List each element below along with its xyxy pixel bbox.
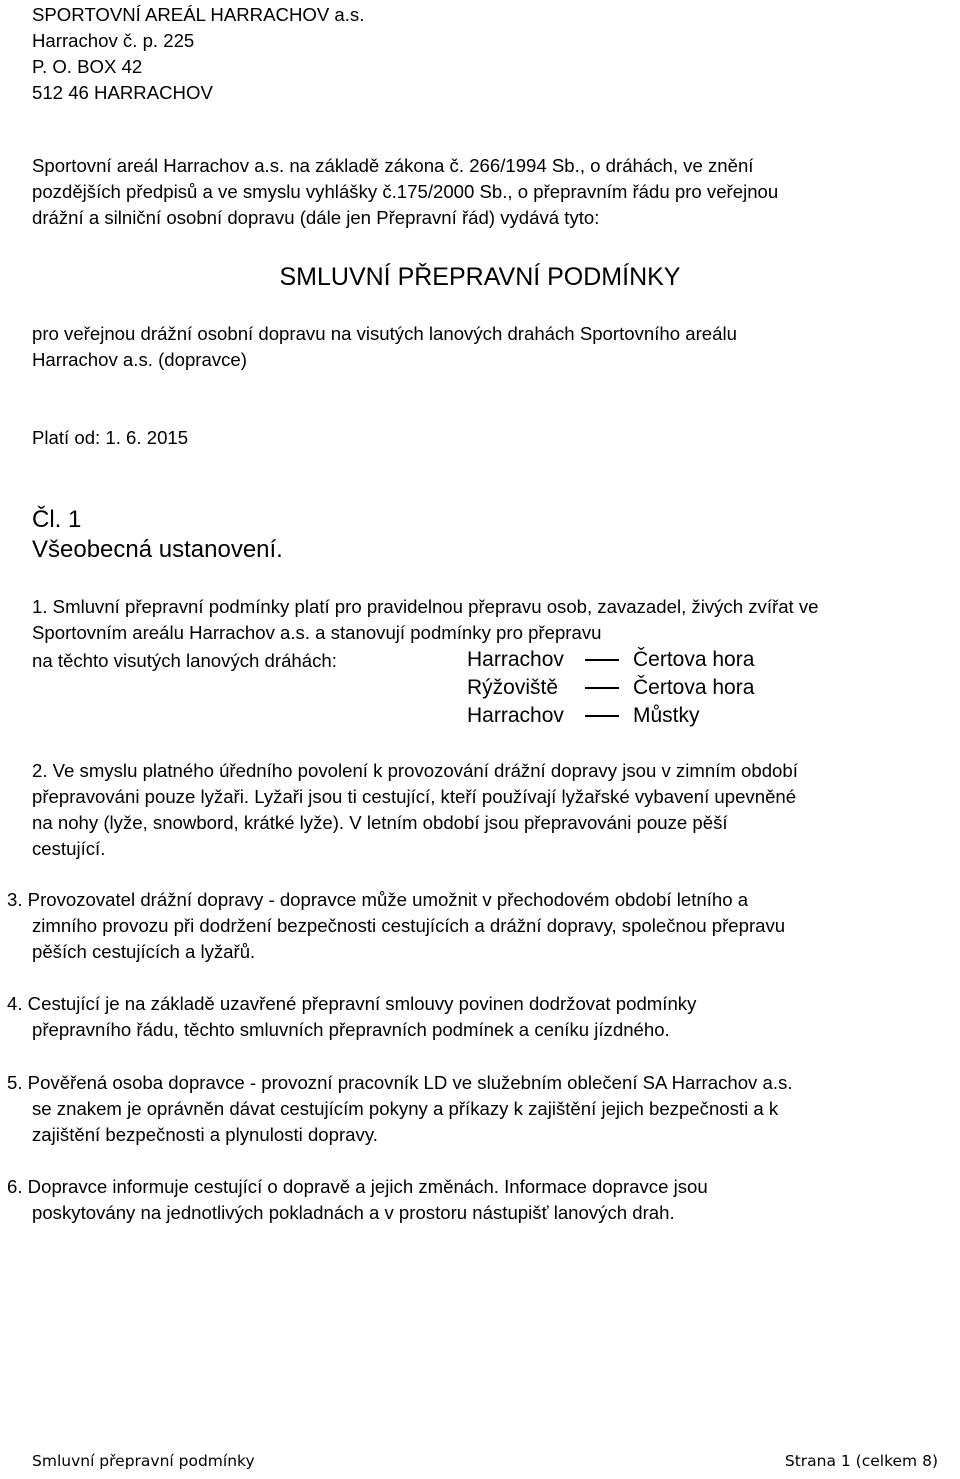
paragraph-line: 5. Pověřená osoba dopravce - provozní pracovník LD ve služebním oblečení SA Harrachov a.s. [7,1072,793,1093]
document-title: SMLUVNÍ PŘEPRAVNÍ PODMÍNKY [279,263,681,291]
paragraph-line: poskytovány na jednotlivých pokladnách a v prostoru nástupišť lanových drah. [32,1202,675,1223]
footer-title: Smluvní přepravní podmínky [32,1452,255,1470]
route-dash [585,659,619,661]
address-line: SPORTOVNÍ AREÁL HARRACHOV a.s. [32,4,365,25]
address-line: P. O. BOX 42 [32,56,143,77]
route-dash [585,715,619,717]
address-line: Harrachov č. p. 225 [32,30,195,51]
article-number: Čl. 1 [32,506,82,533]
route-to: Čertova hora [633,648,755,671]
address-line: 512 46 HARRACHOV [32,82,213,103]
paragraph-line: zajištění bezpečnosti a plynulosti dopravy. [32,1124,378,1145]
route-to: Čertova hora [633,676,755,699]
intro-line: Sportovní areál Harrachov a.s. na základě zákona č. 266/1994 Sb., o dráhách, ve znění [32,155,754,176]
paragraph-1 [32,594,819,646]
route-dash [585,687,619,689]
route-row [467,702,700,730]
route-from: Harrachov [467,648,564,671]
paragraph-line: se znakem je oprávněn dávat cestujícím pokyny a příkazy k zajištění jejich bezpečnosti a k [32,1098,779,1119]
paragraph-1-routes-label: na těchto visutých lanových dráhách: [32,650,337,671]
route-from: Rýžoviště [467,676,559,699]
intro-line: pozdějších předpisů a ve smyslu vyhlášky č.175/2000 Sb., o přepravním řádu pro veřejnou [32,181,779,202]
article-title: Všeobecná ustanovení. [32,536,283,563]
address-block [32,2,364,106]
intro-line: drážní a silniční osobní dopravu (dále jen Přepravní řád) vydává tyto: [32,207,600,228]
subtitle-line: Harrachov a.s. (dopravce) [32,349,247,370]
paragraph-line: 6. Dopravce informuje cestující o dopravě a jejich změnách. Informace dopravce jsou [7,1176,708,1197]
paragraph-line: cestující. [32,838,106,859]
paragraph-line: přepravního řádu, těchto smluvních přepravních podmínek a ceníku jízdného. [32,1019,670,1040]
paragraph-line: pěších cestujících a lyžařů. [32,941,256,962]
paragraph-line: zimního provozu při dodržení bezpečnosti cestujících a drážní dopravy, společnou přepravu [32,915,786,936]
paragraph-line: Sportovním areálu Harrachov a.s. a stanovují podmínky pro přepravu [32,622,602,643]
route-row [467,674,754,702]
subtitle [32,321,737,373]
paragraph-line: 2. Ve smyslu platného úředního povolení k provozování drážní dopravy jsou v zimním období [32,760,798,781]
paragraph-6 [7,1174,708,1226]
route-row [467,646,754,674]
route-from: Harrachov [467,704,564,727]
intro-paragraph [32,153,778,231]
article-heading [32,505,283,565]
valid-from: Platí od: 1. 6. 2015 [32,427,189,448]
paragraph-line: 1. Smluvní přepravní podmínky platí pro pravidelnou přepravu osob, zavazadel, živých zvířat ve [32,596,819,617]
footer-page-number: Strana 1 (celkem 8) [784,1452,938,1470]
paragraph-4 [7,991,696,1043]
route-to: Můstky [633,704,700,727]
paragraph-line: na nohy (lyže, snowbord, krátké lyže). V letním období jsou přepravováni pouze pěší [32,812,728,833]
paragraph-line: 3. Provozovatel drážní dopravy - dopravce může umožnit v přechodovém období letního a [7,889,749,910]
subtitle-line: pro veřejnou drážní osobní dopravu na visutých lanových drahách Sportovního areálu [32,323,737,344]
paragraph-2 [32,758,798,862]
paragraph-line: přepravováni pouze lyžaři. Lyžaři jsou ti cestující, kteří používají lyžařské vybavení upevněné [32,786,797,807]
paragraph-line: 4. Cestující je na základě uzavřené přepravní smlouvy povinen dodržovat podmínky [7,993,697,1014]
paragraph-5 [7,1070,793,1148]
paragraph-3 [7,887,785,965]
